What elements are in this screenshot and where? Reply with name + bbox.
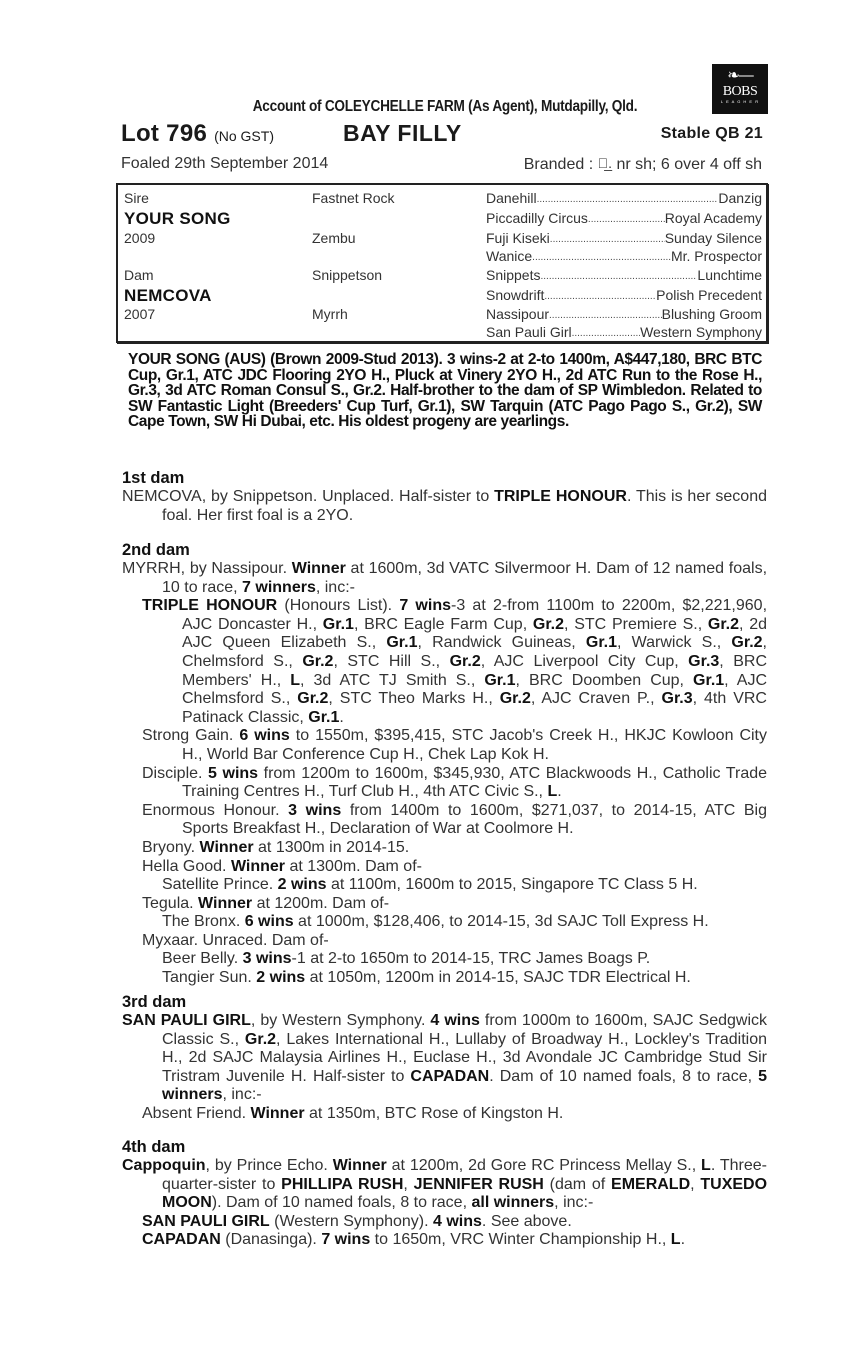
branded-text: nr sh; 6 over 4 off sh [616, 156, 762, 173]
progeny-entry: Myxaar. Unraced. Dam of- [142, 931, 329, 949]
dam-sire: Snippetson [312, 267, 383, 283]
gst-note: (No GST) [214, 128, 274, 144]
progeny-entry: Bryony. Winner at 1300m in 2014-15. [142, 838, 410, 856]
gen3-left: Fuji Kiseki [486, 230, 550, 246]
dam-year: 2007 [124, 306, 156, 322]
gen3-right: Western Symphony [640, 324, 762, 340]
gen3-right: Blushing Groom [661, 306, 762, 322]
gen3-right: Danzig [718, 190, 762, 206]
gen3-row [486, 230, 762, 246]
gen3-right: Mr. Prospector [670, 248, 762, 264]
gen3-row [486, 190, 762, 206]
lot-label: Lot 796 [121, 120, 208, 147]
progeny-entry: Disciple. 5 wins from 1200m to 1600m, $345,930, ATC Blackwoods H., Catholic Trade Training Centres H., Turf Club H., 4th ATC Civic S., L. [142, 764, 768, 801]
leader-dots [588, 210, 665, 226]
leader-dots [544, 287, 656, 303]
stable-number: Stable QB 21 [660, 125, 763, 142]
sire-year: 2009 [124, 230, 156, 246]
progeny-entry: Tegula. Winner at 1200m. Dam of- [142, 894, 390, 912]
leader-dots [540, 267, 697, 283]
second-dam-section [122, 541, 767, 988]
sire-sire: Fastnet Rock [312, 190, 395, 206]
sex-description: BAY FILLY [343, 120, 462, 146]
gen3-left: Nassipour [486, 306, 550, 322]
grand-progeny-entry: Satellite Prince. 2 wins at 1100m, 1600m to 2015, Singapore TC Class 5 H. [162, 876, 698, 894]
first-dam-section [122, 469, 767, 525]
branded-label: Branded : [523, 156, 594, 173]
leader-dots [549, 306, 662, 322]
branded-info [524, 155, 762, 174]
progeny-entry: TRIPLE HONOUR (Honours List). 7 wins-3 at 2-from 1100m to 2200m, $2,221,960, AJC Doncaster H., Gr.1, BRC Eagle Farm Cup, Gr.2, STC Premiere S., Gr.2, 2d AJC Queen Elizabeth S., Gr.1, Randwick Guineas, Gr.1, Warwick S., Gr.2, Chelmsford S., Gr.2, STC Hill S., Gr.2, AJC Liverpool City Cup, Gr.3, BRC Members' H., L, 3d ATC TJ Smith S., Gr.1, BRC Doomben Cup, Gr.1, AJC Chelmsford S., Gr.2, STC Theo Marks H., Gr.2, AJC Craven P., Gr.3, 4th VRC Patinack Classic, Gr.1. [142, 597, 768, 726]
progeny-entry: CAPADAN (Danasinga). 7 wins to 1650m, VRC Winter Championship H., L. [142, 1231, 686, 1249]
leader-dots [532, 248, 671, 264]
progeny-entry: Hella Good. Winner at 1300m. Dam of- [142, 857, 422, 875]
logo-brand: BOBS [722, 84, 758, 99]
gen3-left: Wanice [486, 248, 533, 264]
fourth-dam-section [122, 1138, 767, 1250]
logo-subtitle: L E A G H E R [720, 99, 760, 104]
dam-paragraph: MYRRH, by Nassipour. Winner at 1600m, 3d VATC Silvermoor H. Dam of 12 named foals, 10 to race, 7 winners, inc:- [122, 560, 768, 596]
vendor-account: Account of COLEYCHELLE FARM (As Agent), Mutdapilly, Qld. [252, 98, 638, 115]
section-heading: 4th dam [122, 1138, 186, 1156]
grand-progeny-entry: The Bronx. 6 wins at 1000m, $128,406, to 2014-15, 3d SAJC Toll Express H. [162, 913, 709, 931]
third-dam-section [122, 993, 767, 1124]
dam-name: NEMCOVA [124, 286, 212, 305]
dam-paragraph: NEMCOVA, by Snippetson. Unplaced. Half-sister to TRIPLE HONOUR. This is her second foal. Her first foal is a 2YO. [122, 488, 767, 524]
gen3-right: Sunday Silence [664, 230, 762, 246]
dam-paragraph: Cappoquin, by Prince Echo. Winner at 1200m, 2d Gore RC Princess Mellay S., L. Three-quarter-sister to PHILLIPA RUSH, JENNIFER RUSH (dam of EMERALD, TUXEDO MOON). Dam of 10 named foals, 8 to race, all winners, inc:- [122, 1157, 768, 1212]
dam-dam: Myrrh [312, 306, 348, 322]
gen3-row [486, 267, 762, 283]
gen3-row [486, 324, 762, 340]
grand-progeny-entry: Tangier Sun. 2 wins at 1050m, 1200m in 2014-15, SAJC TDR Electrical H. [162, 969, 691, 987]
gen3-left: Piccadilly Circus [486, 210, 588, 226]
leader-dots [537, 190, 719, 206]
gen3-row [486, 210, 762, 226]
gen3-row [486, 287, 762, 303]
leader-dots [572, 324, 641, 340]
foaled-date: Foaled 29th September 2014 [121, 155, 329, 172]
section-heading: 2nd dam [122, 541, 190, 559]
gen3-left: San Pauli Girl [486, 324, 572, 340]
lot-number [121, 120, 274, 148]
progeny-entry: Enormous Honour. 3 wins from 1400m to 1600m, $271,037, to 2014-15, ATC Big Sports Breakfast H., Declaration of War at Coolmore H. [142, 801, 767, 838]
gen3-row [486, 306, 762, 322]
gen3-row [486, 248, 762, 264]
progeny-entry: Strong Gain. 6 wins to 1550m, $395,415, STC Jacob's Creek H., HKJC Kowloon City H., World Bar Conference Cup H., Chek Lap Kok H. [142, 727, 767, 763]
gen3-left: Danehill [486, 190, 537, 206]
gen3-left: Snowdrift [486, 287, 545, 303]
gen3-right: Royal Academy [664, 210, 762, 226]
section-heading: 1st dam [122, 469, 185, 487]
grand-progeny-entry: Beer Belly. 3 wins-1 at 2-to 1650m to 2014-15, TRC James Boags P. [162, 950, 651, 968]
dam-paragraph: SAN PAULI GIRL, by Western Symphony. 4 wins from 1000m to 1600m, SAJC Sedgwick Classic S., Gr.2, Lakes International H., Lullaby of Broadway H., Lockley's Tradition H., 2d SAJC Malaysia Airlines H., Euclase H., 3d Avondale JC Cambridge Stud Sir Tristram Juvenile H. Half-sister to CAPADAN. Dam of 10 named foals, 8 to race, 5 winners, inc:- [122, 1012, 768, 1104]
progeny-entry: SAN PAULI GIRL (Western Symphony). 4 wins. See above. [142, 1212, 572, 1230]
sire-name: YOUR SONG [124, 209, 231, 228]
pedigree-table [116, 183, 768, 343]
progeny-entry: Absent Friend. Winner at 1350m, BTC Rose of Kingston H. [142, 1104, 564, 1122]
sire-biography: YOUR SONG (AUS) (Brown 2009-Stud 2013). 3 wins-2 at 2-to 1400m, A$447,180, BRC BTC Cup, Gr.1, ATC JDC Flooring 2YO H., Pluck at Vinery 2YO H., 2d ATC Run to the Rose H., Gr.3, 3d ATC Roman Consul S., Gr.2. Half-brother to the dam of SP Wimbledon. Related to SW Fantastic Light (Breeders' Cup Turf, Gr.1), SW Tarquin (ATC Pago Pago S., Gr.2), SW Cape Town, SW Hi Dubai, etc. His oldest progeny are yearlings. [128, 351, 762, 430]
brand-mark-icon: 🝔̲. [597, 155, 612, 171]
leader-dots [550, 230, 665, 246]
sire-label: Sire [124, 190, 149, 206]
gen3-right: Lunchtime [697, 267, 762, 283]
gen3-right: Polish Precedent [656, 287, 762, 303]
foaled-line [121, 155, 766, 177]
dam-label: Dam [124, 267, 154, 283]
gen3-left: Snippets [486, 267, 541, 283]
section-heading: 3rd dam [122, 993, 187, 1011]
horse-rider-icon: ❧― [727, 67, 753, 84]
lot-line [121, 120, 771, 150]
sire-dam: Zembu [312, 230, 356, 246]
